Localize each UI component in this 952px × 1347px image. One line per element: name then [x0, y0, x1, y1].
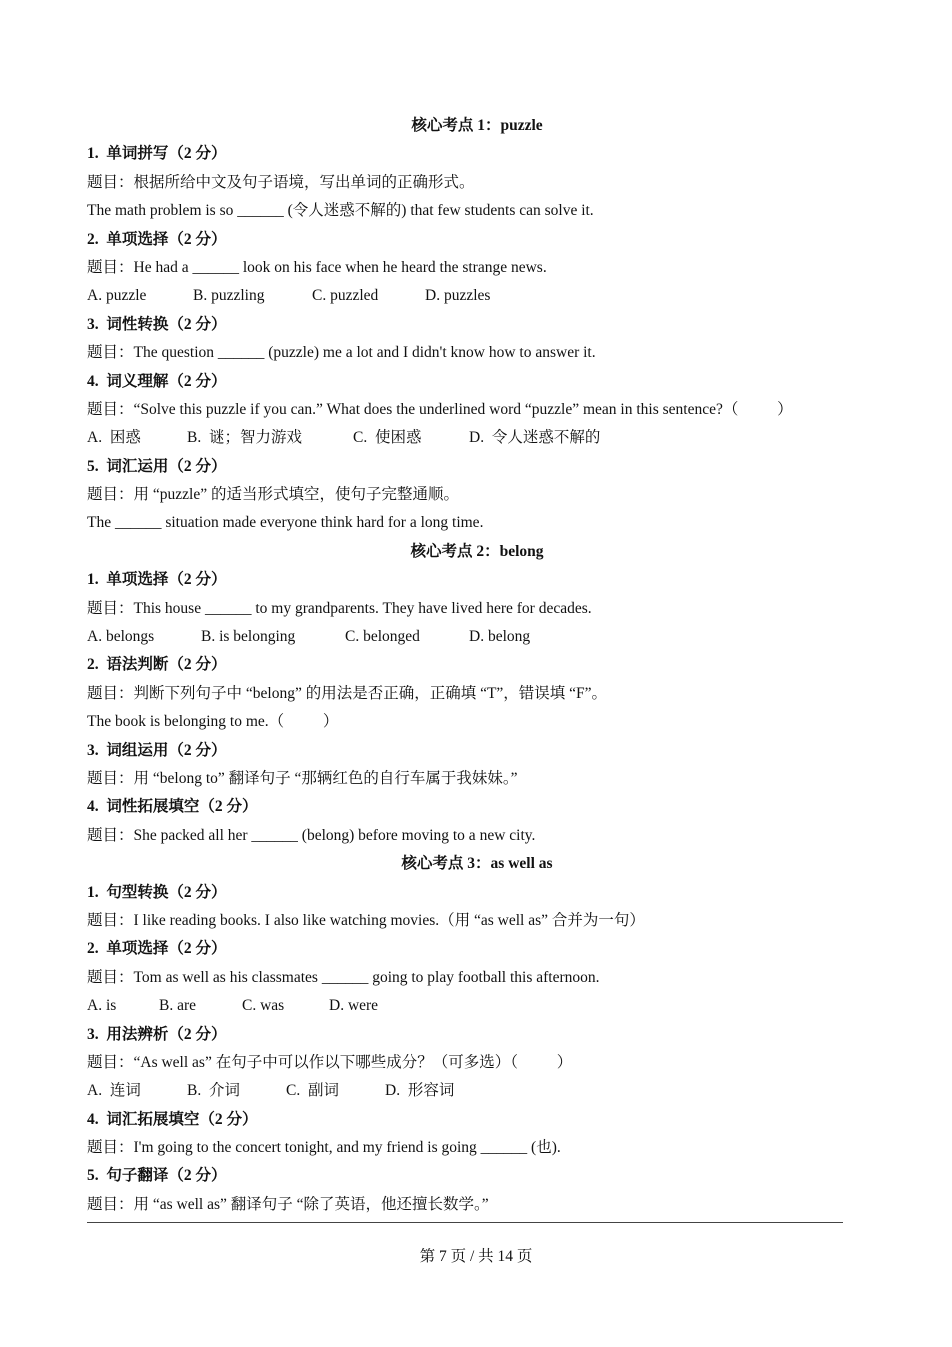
option-c: C. puzzled	[312, 287, 379, 305]
page-content	[87, 112, 867, 1219]
answer-options	[87, 282, 867, 310]
question-title: 3. 用法辨析（2 分）	[87, 1025, 227, 1043]
question-text: 题目：I like reading books. I also like watching movies.（用 “as well as” 合并为一句）	[87, 911, 645, 929]
option-a: A. belongs	[87, 628, 155, 646]
question-title: 2. 单项选择（2 分）	[87, 230, 227, 248]
question-text: 题目：用 “as well as” 翻译句子 “除了英语，他还擅长数学。”	[87, 1195, 489, 1213]
question-text: 题目：The question ______ (puzzle) me a lot and I didn't know how to answer it.	[87, 344, 596, 362]
footer-divider	[87, 1222, 843, 1223]
option-b: B. are	[159, 997, 197, 1015]
option-a: A. puzzle	[87, 287, 147, 305]
question-title: 4. 词性拓展填空（2 分）	[87, 798, 258, 816]
answer-options	[87, 623, 867, 651]
question-title: 4. 词汇拓展填空（2 分）	[87, 1110, 258, 1128]
option-c: C. belonged	[345, 628, 420, 646]
question-title: 2. 单项选择（2 分）	[87, 940, 227, 958]
option-d: D. 令人迷惑不解的	[469, 429, 601, 447]
question-text: 题目：根据所给中文及句子语境，写出单词的正确形式。	[87, 173, 475, 191]
question-title: 5. 句子翻译（2 分）	[87, 1167, 227, 1185]
section-heading: 核心考点 1：puzzle	[411, 117, 543, 134]
question-text: The book is belonging to me.（ ）	[87, 713, 339, 731]
question-title: 3. 词组运用（2 分）	[87, 741, 227, 759]
question-text: 题目：用 “belong to” 翻译句子 “那辆红色的自行车属于我妹妹。”	[87, 769, 518, 787]
option-a: A. is	[87, 997, 117, 1015]
question-text: The ______ situation made everyone think hard for a long time.	[87, 514, 484, 532]
option-c: C. 副词	[286, 1082, 339, 1100]
section-heading: 核心考点 3：as well as	[401, 855, 553, 873]
question-text: The math problem is so ______ (令人迷惑不解的) that few students can solve it.	[87, 202, 594, 220]
question-text: 题目：“Solve this puzzle if you can.” What does the underlined word “puzzle” mean in this sentence?（ ）	[87, 400, 793, 418]
option-b: B. 谜；智力游戏	[187, 429, 302, 447]
option-a: A. 连词	[87, 1082, 141, 1100]
question-text: 题目：This house ______ to my grandparents. They have lived here for decades.	[87, 599, 592, 617]
question-title: 4. 词义理解（2 分）	[87, 372, 227, 390]
page-number: 第 7 页 / 共 14 页	[419, 1248, 533, 1265]
option-a: A. 困惑	[87, 429, 141, 447]
question-text: 题目：判断下列句子中 “belong” 的用法是否正确，正确填 “T”，错误填 “F”。	[87, 684, 608, 702]
question-title: 2. 语法判断（2 分）	[87, 656, 227, 674]
option-d: D. belong	[469, 628, 531, 646]
question-text: 题目：Tom as well as his classmates ______ going to play football this afternoon.	[87, 968, 600, 986]
option-b: B. puzzling	[193, 287, 265, 305]
question-title: 3. 词性转换（2 分）	[87, 315, 227, 333]
question-title: 5. 词汇运用（2 分）	[87, 457, 227, 475]
option-b: B. 介词	[187, 1082, 240, 1100]
question-title: 1. 单词拼写（2 分）	[87, 145, 227, 163]
answer-options	[87, 1077, 867, 1105]
option-d: D. puzzles	[425, 287, 491, 305]
question-text: 题目：I'm going to the concert tonight, and my friend is going ______ (也).	[87, 1139, 561, 1157]
question-text: 题目：She packed all her ______ (belong) before moving to a new city.	[87, 826, 536, 844]
answer-options	[87, 424, 867, 452]
option-d: D. 形容词	[385, 1082, 455, 1100]
question-text: 题目：用 “puzzle” 的适当形式填空，使句子完整通顺。	[87, 486, 459, 504]
question-title: 1. 单项选择（2 分）	[87, 571, 227, 589]
option-d: D. were	[329, 997, 379, 1015]
question-title: 1. 句型转换（2 分）	[87, 883, 227, 901]
option-b: B. is belonging	[201, 628, 296, 646]
option-c: C. 使困惑	[353, 429, 422, 447]
option-c: C. was	[242, 997, 285, 1015]
question-text: 题目：He had a ______ look on his face when he heard the strange news.	[87, 258, 547, 276]
section-heading: 核心考点 2：belong	[410, 542, 544, 560]
answer-options	[87, 992, 867, 1020]
question-text: 题目：“As well as” 在句子中可以作以下哪些成分？（可多选）（ ）	[87, 1053, 573, 1071]
